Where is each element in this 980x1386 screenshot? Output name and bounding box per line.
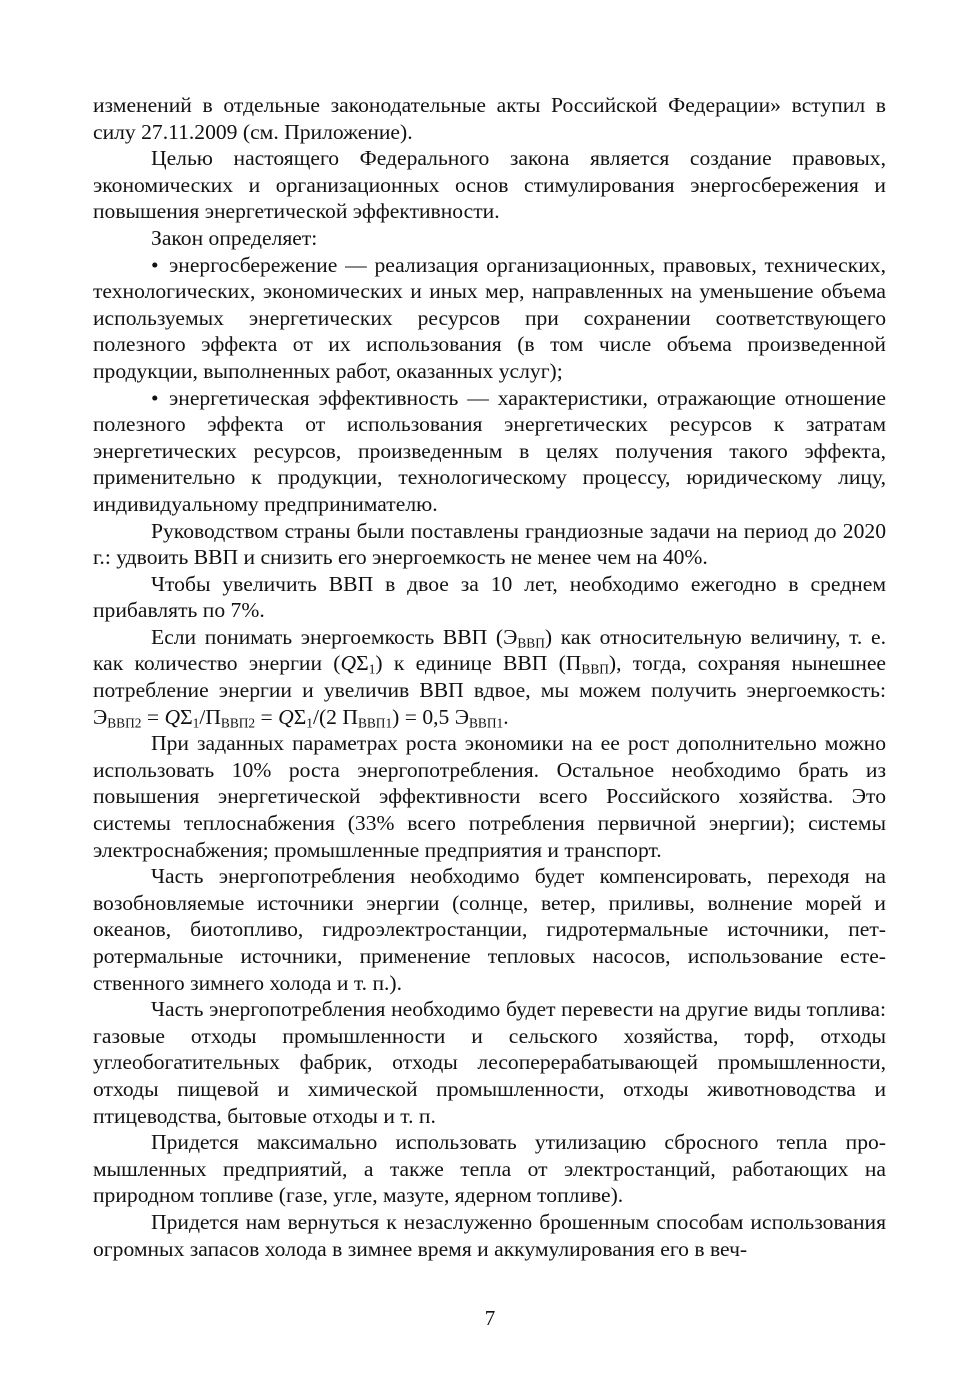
paragraph-renewable-sources: Часть энергопотребления необходимо будет компенсировать, переходя на возобновляемые источники энергии (солнце, ветер, приливы, волнение морей и океанов, биотопливо, гидроэлектростанции, гидротермальные источники, петротермальные источники, применение тепловых насосов, использование естественного зимнего холода и т. п.). xyxy=(93,864,886,995)
formula-text: . xyxy=(503,704,509,729)
paragraph-law-goal: Целью настоящего Федерального закона является создание правовых, экономических и организационных основ стимулирования энергосбережения и повышения энергетической эффективности. xyxy=(93,146,886,224)
formula-variable: Q xyxy=(164,704,181,729)
formula-subscript: ВВП xyxy=(581,661,609,677)
formula-text: ) как относительную величину, т. е. как количество энергии ( xyxy=(93,624,886,676)
bullet-energy-efficiency-text: энергетическая эффективность — характеристики, отражающие отношение полезного эффекта от использования энергетических ресурсов к затратам энергетических ресурсов, произведенным в целях получения такого эффекта, применительно к продукции, технологическому процессу, юридическому лицу, индивидуальному предпринимателю. xyxy=(93,385,886,516)
formula-text: = xyxy=(255,704,279,729)
paragraph-energy-intensity-formula xyxy=(93,624,886,730)
formula-subscript: ВВП2 xyxy=(107,715,142,730)
formula-text: Σ xyxy=(180,704,193,729)
formula-subscript: ВВП xyxy=(517,635,545,651)
paragraph-alternative-fuels: Часть энергопотребления необходимо будет перевести на другие виды топлива: газовые отходы промышленности и сельского хозяйства, торф, отходы углеобогатительных фабрик, отходы лесоперерабатывающей промышленности, отходы пищевой и химической промышленности, отходы животноводства и птицеводства, бытовые отходы и т. п. xyxy=(93,997,886,1128)
formula-variable: Q xyxy=(340,651,357,676)
formula-subscript: ВВП1 xyxy=(357,715,393,730)
page-body xyxy=(93,92,886,1262)
paragraph-economic-growth: При заданных параметрах роста экономики на ее рост дополнительно можно использовать 10% роста энергопотребления. Остальное необходимо брать из повышения энергетической эффективности всего Российского хозяйства. Это системы теплоснабжения (33% всего потребления первичной энергии); системы электроснабжения; промышленные предприятия и транспорт. xyxy=(93,731,886,862)
bullet-energy-efficiency xyxy=(93,385,886,518)
bullet-icon: • xyxy=(151,252,159,277)
paragraph-law-defines: Закон определяет: xyxy=(151,225,318,250)
paragraph-gdp-goals: Руководством страны были поставлены грандиозные задачи на период до 2020 г.: удвоить ВВП и снизить его энергоемкость не менее чем на 40%. xyxy=(93,518,886,570)
formula-subscript: 1 xyxy=(192,715,200,730)
formula-variable: Q xyxy=(278,704,294,729)
formula-text: ) = 0,5 Э xyxy=(392,704,469,729)
formula-subscript: 1 xyxy=(368,661,376,677)
bullet-energy-saving-text: энергосбережение — реализация организационных, правовых, технических, технологических, экономических и иных мер, направленных на уменьшение объема используемых энергетических ресурсов при сохранении соответствующего полезного эффекта от их использования (в том числе объема произведенной продукции, выполненных работ, оказанных услуг); xyxy=(93,252,886,383)
paragraph-gdp-growth: Чтобы увеличить ВВП в двое за 10 лет, необходимо ежегодно в среднем прибавлять по 7%. xyxy=(93,571,886,623)
bullet-icon: • xyxy=(151,385,159,410)
formula-text: /П xyxy=(199,704,221,729)
formula-text: ) к единице ВВП (П xyxy=(375,651,582,676)
formula-text: Σ xyxy=(356,651,369,676)
formula-text: /(2 П xyxy=(312,704,358,729)
formula-subscript: ВВП1 xyxy=(468,715,504,730)
formula-subscript: ВВП2 xyxy=(220,715,256,730)
bullet-energy-saving xyxy=(93,252,886,385)
formula-text: Σ xyxy=(293,704,307,729)
paragraph-waste-heat: Придется максимально использовать утилизацию сбросного тепла промышленных предприятий, а также тепла от электростанций, работающих на природном топливе (газе, угле, мазуте, ядерном топливе). xyxy=(93,1130,886,1208)
paragraph-winter-cold: Придется нам вернуться к незаслуженно брошенным способам использования огромных запасов холода в зимнее время и аккумулирования его в веч- xyxy=(93,1209,886,1261)
formula-text: Если понимать энергоемкость ВВП (Э xyxy=(151,624,518,649)
formula-text: = xyxy=(141,704,165,729)
formula-text: ), тогда, сохраняя нынешнее потребление энергии и увеличив ВВП вдвое, мы можем получить энергоемкость: Э xyxy=(93,651,887,729)
formula-subscript: 1 xyxy=(306,715,313,730)
page-number: 7 xyxy=(484,1306,496,1330)
paragraph-law-enactment: изменений в отдельные законодательные акты Российской Федерации» вступил в силу 27.11.2009 (см. Приложение). xyxy=(93,93,886,144)
